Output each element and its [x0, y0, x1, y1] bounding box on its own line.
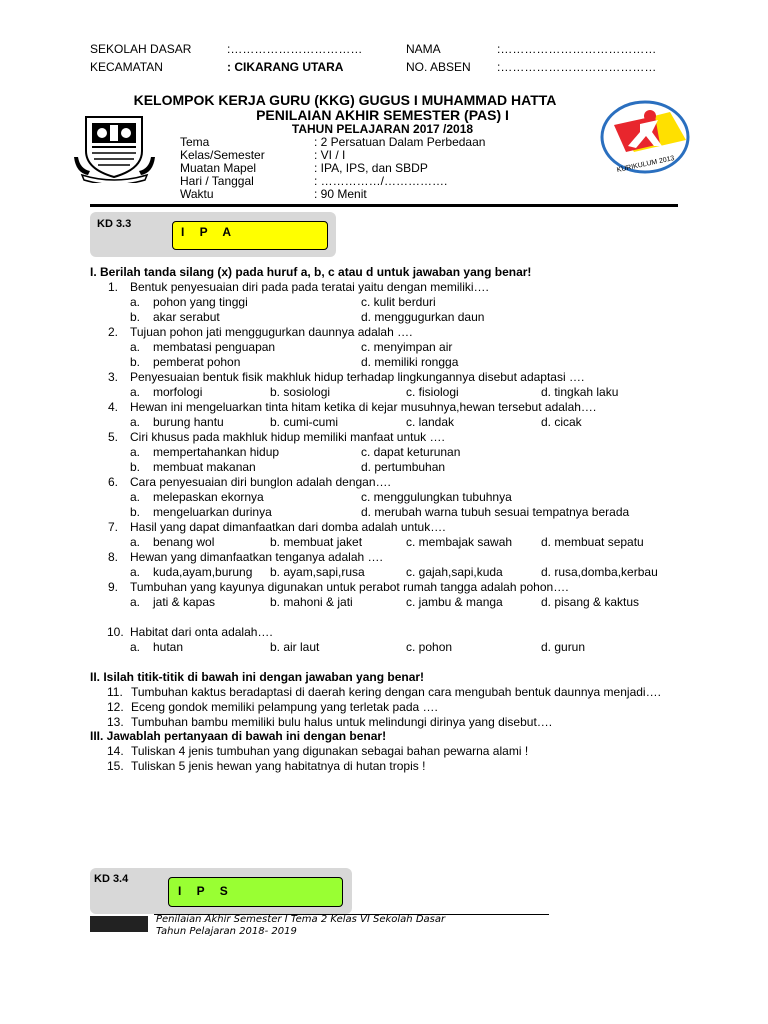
- option-letter: a.: [130, 640, 141, 654]
- option-text: c. menyimpan air: [361, 340, 453, 354]
- option-text: d. pertumbuhan: [361, 460, 446, 474]
- question-number: 7.: [108, 520, 119, 534]
- fill-in-item-text: Tumbuhan kaktus beradaptasi di daerah kering dengan cara mengubah bentuk daunnya menjadi….: [131, 685, 661, 699]
- option-letter: a.: [130, 445, 141, 459]
- essay-item-number: 14.: [107, 744, 124, 758]
- option-text: b. ayam,sapi,rusa: [270, 565, 365, 579]
- option-text: c. fisiologi: [406, 385, 459, 399]
- option-text: c. pohon: [406, 640, 453, 654]
- option-text: mengeluarkan durinya: [153, 505, 272, 519]
- meta-value-tema: : 2 Persatuan Dalam Perbedaan: [314, 135, 486, 149]
- option-letter: a.: [130, 595, 141, 609]
- essay-item-text: Tuliskan 4 jenis tumbuhan yang digunakan sebagai bahan pewarna alami !: [131, 744, 529, 758]
- option-letter: b.: [130, 505, 141, 519]
- option-letter: a.: [130, 415, 141, 429]
- option-text: c. membajak sawah: [406, 535, 513, 549]
- nama-label: NAMA: [406, 42, 441, 56]
- option-text: b. cumi-cumi: [270, 415, 339, 429]
- section-3-heading: III. Jawablah pertanyaan di bawah ini dengan benar!: [90, 729, 387, 743]
- option-text: morfologi: [153, 385, 203, 399]
- option-text: akar serabut: [153, 310, 220, 324]
- option-text: d. rusa,domba,kerbau: [541, 565, 658, 579]
- question-text: Penyesuaian bentuk fisik makhluk hidup terhadap lingkungannya disebut adaptasi ….: [130, 370, 585, 384]
- meta-value-mapel: : IPA, IPS, dan SBDP: [314, 161, 428, 175]
- option-text: b. mahoni & jati: [270, 595, 353, 609]
- option-text: d. merubah warna tubuh sesuai tempatnya berada: [361, 505, 630, 519]
- option-text: d. memiliki rongga: [361, 355, 459, 369]
- essay-item-text: Tuliskan 5 jenis hewan yang habitatnya di hutan tropis !: [131, 759, 426, 773]
- option-text: c. dapat keturunan: [361, 445, 461, 459]
- question-text: Tumbuhan yang kayunya digunakan untuk perabot rumah tangga adalah pohon….: [130, 580, 569, 594]
- question-text: Habitat dari onta adalah….: [130, 625, 273, 639]
- option-text: pohon yang tinggi: [153, 295, 248, 309]
- option-text: d. gurun: [541, 640, 586, 654]
- sekolah-label: SEKOLAH DASAR: [90, 42, 192, 56]
- option-text: c. kulit berduri: [361, 295, 436, 309]
- title-pas: PENILAIAN AKHIR SEMESTER (PAS) I: [256, 107, 509, 123]
- option-letter: a.: [130, 295, 141, 309]
- meta-value-waktu: : 90 Menit: [314, 187, 367, 201]
- option-letter: b.: [130, 460, 141, 474]
- meta-label-hari: Hari / Tanggal: [180, 174, 254, 188]
- fill-in-item-text: Tumbuhan bambu memiliki bulu halus untuk melindungi dirinya yang disebut….: [131, 715, 553, 729]
- absen-value: :…………………………………: [497, 60, 657, 74]
- option-text: c. menggulungkan tubuhnya: [361, 490, 512, 504]
- option-letter: a.: [130, 340, 141, 354]
- section-2-heading: II. Isilah titik-titik di bawah ini dengan jawaban yang benar!: [90, 670, 425, 684]
- meta-label-kelas: Kelas/Semester: [180, 148, 265, 162]
- question-text: Bentuk penyesuaian diri pada pada teratai yaitu dengan memiliki….: [130, 280, 489, 294]
- option-text: pemberat pohon: [153, 355, 241, 369]
- question-number: 6.: [108, 475, 119, 489]
- option-text: kuda,ayam,burung: [153, 565, 253, 579]
- fill-in-item-text: Eceng gondok memiliki pelampung yang terletak pada ….: [131, 700, 438, 714]
- title-tahun: TAHUN PELAJARAN 2017 /2018: [291, 122, 474, 136]
- kd-ips-code: KD 3.4: [94, 873, 129, 885]
- option-text: d. menggugurkan daun: [361, 310, 485, 324]
- absen-label: NO. ABSEN: [406, 60, 471, 74]
- question-number: 4.: [108, 400, 119, 414]
- option-text: b. air laut: [270, 640, 320, 654]
- question-text: Cara penyesuaian diri bunglon adalah dengan….: [130, 475, 391, 489]
- option-letter: a.: [130, 565, 141, 579]
- kurikulum-logo-text: KURIKULUM 2013: [616, 155, 676, 175]
- option-letter: a.: [130, 385, 141, 399]
- question-text: Ciri khusus pada makhluk hidup memiliki manfaat untuk ….: [130, 430, 445, 444]
- option-text: melepaskan ekornya: [153, 490, 264, 504]
- question-number: 8.: [108, 550, 119, 564]
- meta-label-tema: Tema: [180, 135, 210, 149]
- fill-in-item-number: 13.: [107, 715, 124, 729]
- kecamatan-value: : CIKARANG UTARA: [227, 60, 344, 74]
- option-text: d. cicak: [541, 415, 582, 429]
- meta-value-hari: : ……………/…………….: [314, 174, 448, 188]
- option-text: c. gajah,sapi,kuda: [406, 565, 503, 579]
- option-letter: b.: [130, 310, 141, 324]
- question-text: Tujuan pohon jati menggugurkan daunnya adalah ….: [130, 325, 413, 339]
- header-divider: [90, 204, 678, 207]
- footer-block: [90, 916, 148, 932]
- option-letter: a.: [130, 490, 141, 504]
- kd-ipa-code: KD 3.3: [97, 218, 132, 230]
- fill-in-item-number: 12.: [107, 700, 124, 714]
- option-text: membatasi penguapan: [153, 340, 276, 354]
- option-letter: b.: [130, 355, 141, 369]
- question-text: Hewan ini mengeluarkan tinta hitam ketika di kejar musuhnya,hewan tersebut adalah….: [130, 400, 597, 414]
- option-text: burung hantu: [153, 415, 224, 429]
- question-number: 1.: [108, 280, 119, 294]
- kd-ipa-subject: I P A: [181, 225, 238, 239]
- question-text: Hewan yang dimanfaatkan tenganya adalah ….: [130, 550, 383, 564]
- option-text: benang wol: [153, 535, 215, 549]
- option-text: membuat makanan: [153, 460, 256, 474]
- kecamatan-label: KECAMATAN: [90, 60, 163, 74]
- footer-line-1: Penilaian Akhir Semester I Tema 2 Kelas VI Sekolah Dasar: [156, 914, 446, 925]
- question-number: 9.: [108, 580, 119, 594]
- option-text: c. jambu & manga: [406, 595, 503, 609]
- option-text: d. pisang & kaktus: [541, 595, 640, 609]
- option-letter: a.: [130, 535, 141, 549]
- option-text: d. tingkah laku: [541, 385, 619, 399]
- option-text: jati & kapas: [153, 595, 216, 609]
- option-text: b. membuat jaket: [270, 535, 363, 549]
- title-kkg: KELOMPOK KERJA GURU (KKG) GUGUS I MUHAMMAD HATTA: [133, 92, 557, 108]
- question-number: 3.: [108, 370, 119, 384]
- question-number: 5.: [108, 430, 119, 444]
- question-number: 2.: [108, 325, 119, 339]
- regency-crest-icon: [72, 113, 157, 188]
- option-text: d. membuat sepatu: [541, 535, 644, 549]
- question-number: 10.: [107, 625, 124, 639]
- option-text: b. sosiologi: [270, 385, 331, 399]
- kurikulum-2013-logo-icon: [600, 100, 690, 180]
- fill-in-item-number: 11.: [107, 685, 123, 699]
- essay-item-number: 15.: [107, 759, 124, 773]
- nama-value: :…………………………………: [497, 42, 657, 56]
- option-text: hutan: [153, 640, 184, 654]
- footer-line-2: Tahun Pelajaran 2018- 2019: [156, 926, 297, 937]
- kd-ips-subject: I P S: [178, 884, 234, 898]
- option-text: c. landak: [406, 415, 455, 429]
- meta-value-kelas: : VI / I: [314, 148, 346, 162]
- meta-label-mapel: Muatan Mapel: [180, 161, 257, 175]
- meta-label-waktu: Waktu: [180, 187, 214, 201]
- option-text: mempertahankan hidup: [153, 445, 280, 459]
- question-text: Hasil yang dapat dimanfaatkan dari domba adalah untuk….: [130, 520, 446, 534]
- sekolah-value: :……………………………: [227, 42, 363, 56]
- section-1-heading: I. Berilah tanda silang (x) pada huruf a, b, c atau d untuk jawaban yang benar!: [90, 265, 532, 279]
